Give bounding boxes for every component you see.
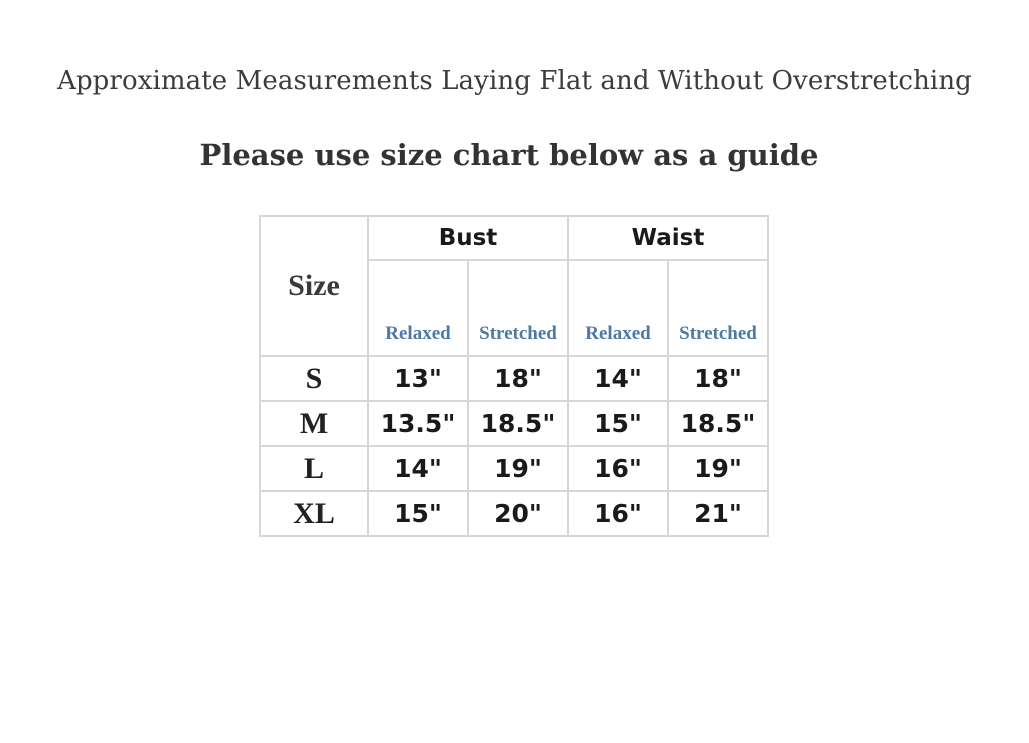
table-row [260,401,768,446]
table-row [260,356,768,401]
bust-stretched-cell: 18" [468,356,568,401]
waist-relaxed-cell: 15" [568,401,668,446]
table-group-header-row [260,216,768,260]
waist-relaxed-header: Relaxed [568,260,668,356]
bust-stretched-cell: 18.5" [468,401,568,446]
bust-group-header: Bust [368,216,568,260]
bust-relaxed-cell: 13" [368,356,468,401]
waist-group-header: Waist [568,216,768,260]
bust-relaxed-cell: 13.5" [368,401,468,446]
size-cell: S [260,356,368,401]
size-chart-table [259,215,769,537]
size-cell: L [260,446,368,491]
waist-stretched-cell: 18" [668,356,768,401]
measurements-note: Approximate Measurements Laying Flat and Without Overstretching [57,66,972,96]
bust-stretched-header: Stretched [468,260,568,356]
size-cell: XL [260,491,368,536]
waist-stretched-cell: 21" [668,491,768,536]
bust-stretched-cell: 19" [468,446,568,491]
bust-stretched-cell: 20" [468,491,568,536]
size-column-header: Size [260,216,368,356]
bust-relaxed-cell: 14" [368,446,468,491]
table-row [260,446,768,491]
waist-relaxed-cell: 14" [568,356,668,401]
bust-relaxed-cell: 15" [368,491,468,536]
waist-stretched-cell: 19" [668,446,768,491]
size-cell: M [260,401,368,446]
waist-relaxed-cell: 16" [568,491,668,536]
waist-stretched-cell: 18.5" [668,401,768,446]
bust-relaxed-header: Relaxed [368,260,468,356]
page-title: Please use size chart below as a guide [199,138,819,172]
table-row [260,491,768,536]
waist-stretched-header: Stretched [668,260,768,356]
waist-relaxed-cell: 16" [568,446,668,491]
